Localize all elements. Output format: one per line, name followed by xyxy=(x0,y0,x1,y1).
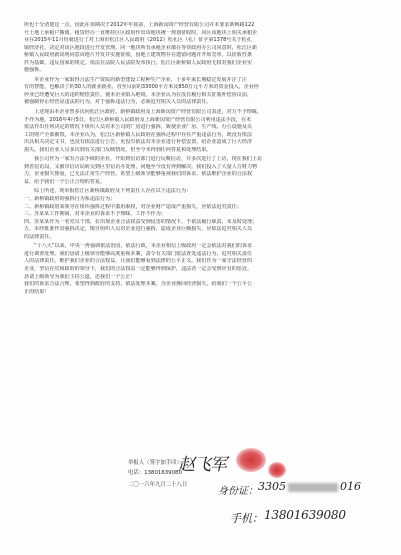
text-line: 进行调查处理。我们恳请上级领导能够高度重视本案，责令有关部门依法查处违法行为，追究相关责任 xyxy=(24,250,253,257)
text-line: 依法作出任何决定的情况下组织人员对本公司的厂房进行强拆，致使企业厂房、生产线、办公设施及员 xyxy=(24,124,253,131)
text-line: 正的结果！ xyxy=(24,288,50,295)
handwritten-name: 赵飞军 xyxy=(178,455,226,475)
text-line: 号土地上承租户搬离。租赁经办一直维持区区政府作出该地块统一规划征收时，同区该地块上相关承租企 xyxy=(24,29,258,36)
text-line: 力，企业损失惨重，已无法正常生产经营。希望上级领导能够重视我们的诉求，依法维护企业的合法权 xyxy=(24,171,253,178)
fingerprint-stamp xyxy=(268,462,286,478)
fingerprint-stamp xyxy=(236,448,266,472)
text-line: 我公司作为一家有合法手续的企业，开始到信访部门进行反映信访，并多次进行了上访，现在我们上访 xyxy=(34,156,263,163)
paragraph xyxy=(24,77,376,107)
text-line: 四、苏某某作为一名党员干部，在出现企业合法权益受到侵害的情况下，不依法履行职责，未及时处理； xyxy=(24,218,258,225)
text-line: 的法律责任。 xyxy=(24,233,55,240)
mobile-value: 13801639080 xyxy=(264,508,346,522)
text-line: 一、新桥镇政府的强拆行为系违法行为； xyxy=(24,196,116,203)
text-line: 所也十分清楚这一点，因此在该期决于2012年年底前，上海新闵资产经营有限公司并未要求新梅路122 xyxy=(24,22,255,28)
paragraph xyxy=(24,188,376,241)
id-label: 身份证： xyxy=(218,486,258,497)
paragraph xyxy=(24,22,376,75)
text-line: 本企业作为一家取得合法生产资质的新型建设工程种生产企业，十多年来长期稳定发展并注了注 xyxy=(34,76,247,83)
text-line: 人的法律责任，维护我们企业的合法权益，让我们能够看到法律的公平正义。我们作为一家守法经营的 xyxy=(24,258,253,265)
document-body xyxy=(24,22,376,298)
mobile-label: 手机： xyxy=(230,512,263,525)
text-line: 上述现由本企业曾多次向松江区政府、新桥镇政府及上海新闵资产经营有限公司表述，对方不予理睬， xyxy=(34,109,263,116)
redaction-blur xyxy=(288,483,338,492)
text-line: 不作为地，2016年4月5日，松江区新桥镇人民政府及上海新闵资产经营有限公司利用违法手段，在未 xyxy=(24,116,252,123)
text-line: 业在2015年11月份就进行了对上海市松江区人民政府《2012》松孔区（孔）征字第1378号关于松孔 xyxy=(24,37,252,44)
id-visible-end: 016 xyxy=(340,480,361,493)
reporter-label: 举报人（签字加手印）： xyxy=(128,460,185,466)
paragraph xyxy=(24,243,376,296)
text-line: 五、未经批准作出强拆决定，擅自组织人员对企业进行强拆，造成企业巨额损失，应依法追究相关人员 xyxy=(24,226,253,233)
text-line: 镇经济社，决定对该区地段进行开发管理。同一地块所有承租企业都在等待政府办公司同意时，松江区新 xyxy=(24,44,258,51)
text-line: 出具相关决定文书，也没有依法进行公告，更没有依法对本企业进行补偿安置，给企业造成了巨大经济 xyxy=(24,139,253,146)
text-line: 桥镇人民政府就说明同意该地片开发并实施征收，因地上建筑物存在遗留问题并开始签单，以征收性条 xyxy=(24,52,253,59)
text-line: 损失。我们企业人员多次到有关部门反映情况，但至今未得到任何答复和处理结果。 xyxy=(24,146,212,153)
text-line: 三、苏某某工作期间，对本企业的诉求不予理睬，工作不作为； xyxy=(24,211,166,218)
paragraph xyxy=(24,109,376,154)
text-line: 二、新桥镇政府某领导在组织强拆过程中滥用职权，对企业财产造成严重损失，应依法追究责任； xyxy=(24,203,242,210)
date-label: 二〇一六年九月二十八日 xyxy=(128,482,188,488)
text-line: 有的智能，也解决了约30人的就业就业。直至目前的33000平方米及850万元平方米的资金投入，企业停 xyxy=(24,84,259,91)
text-line: 工的财产全部被毁。本企业认为，松江区新桥镇人民政府在强拆过程中存在严重违法行为，既没有依法 xyxy=(24,131,253,138)
phone-label: 电话：13801639080 xyxy=(128,470,182,476)
text-line: 到省信访局，又被市信访局转交到区里信访办处理，问题至今没有得到解决。我们投入了大量人力财力物 xyxy=(24,163,258,170)
text-line: 被强制停止经营是违法的行为，对于强拆违法行为，必须追究相关人员的法律责任。 xyxy=(24,99,212,106)
text-line: 停业已经遭受巨大的违约赔偿责任，使本企业陷入绝境。本企业认为在没有履行相关征收补偿协议前， xyxy=(24,91,253,98)
text-line: 综上所述，现举报松江区新桥镇政府及下列责任人存在以下违法行为： xyxy=(34,188,192,195)
signature-block xyxy=(118,452,388,542)
text-line: 我们的诉求合法合理，希望得到政府的支持，依法处理本案，为企业挽回经济损失，给我们一个公平公 xyxy=(24,281,253,288)
text-line: 施强拆。 xyxy=(24,67,45,74)
text-line: 件为基础，违反国家的规定。依法在法院人民法院发布执行，松江区新桥镇人民政府无权对我们企业实 xyxy=(24,59,253,66)
text-line: 恳请上级领导为我们主持公道，还我们一个公正！ xyxy=(24,273,136,280)
id-visible-start: 3305 xyxy=(258,480,286,493)
paragraph xyxy=(24,156,376,186)
text-line: 益，给予我们一个公正合理的答复。 xyxy=(24,178,106,185)
text-line: 企业，坚信在党和政府的领导下，我们的合法权益一定能够得到保护，违法者一定会受到应有的惩处。 xyxy=(24,265,253,272)
text-line: “十八大”以来，中央一再强调依法治国、依法行政，本企业相信上级政府一定会依法对我们的诉求 xyxy=(34,243,253,250)
